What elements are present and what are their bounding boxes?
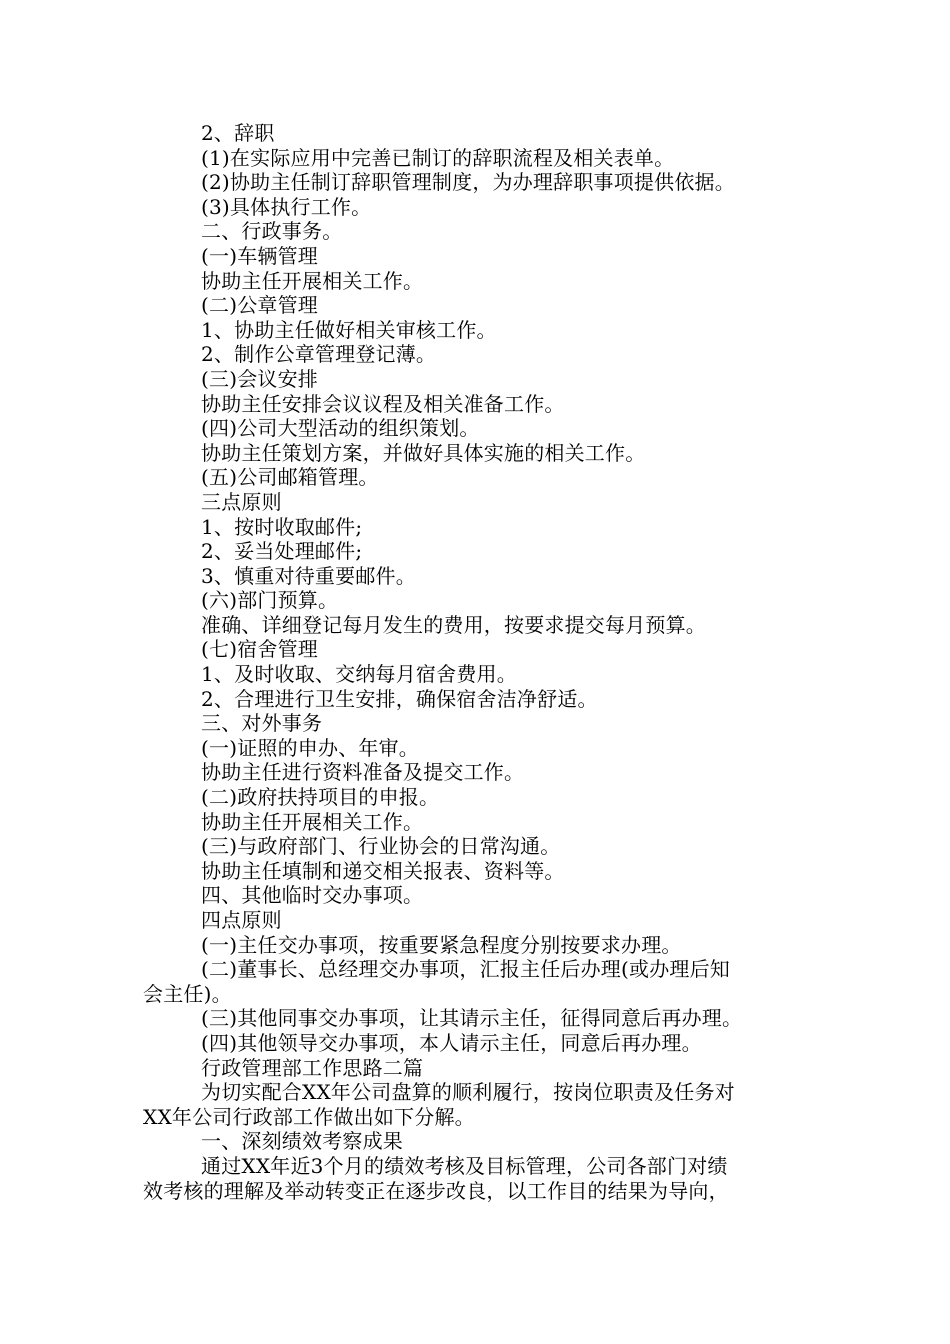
text-line: (二)公章管理 bbox=[201, 293, 319, 318]
text-line: (七)宿舍管理 bbox=[201, 637, 319, 662]
text-line: 1、按时收取邮件; bbox=[201, 514, 363, 539]
text-line: 协助主任开展相关工作。 bbox=[201, 268, 424, 293]
text-line: XX年公司行政部工作做出如下分解。 bbox=[143, 1104, 475, 1129]
text-line: (一)主任交办事项，按重要紧急程度分别按要求办理。 bbox=[201, 932, 682, 957]
text-line: (二)政府扶持项目的申报。 bbox=[201, 785, 440, 810]
text-line: 3、慎重对待重要邮件。 bbox=[201, 563, 416, 588]
text-line: 协助主任安排会议议程及相关准备工作。 bbox=[201, 391, 565, 416]
text-line: (五)公司邮箱管理。 bbox=[201, 465, 379, 490]
text-line: 协助主任进行资料准备及提交工作。 bbox=[201, 760, 525, 785]
text-line: 2、辞职 bbox=[201, 121, 275, 145]
text-line: (三)与政府部门、行业协会的日常沟通。 bbox=[201, 834, 561, 859]
text-line: 三、对外事务 bbox=[201, 711, 323, 736]
text-line: (三)其他同事交办事项，让其请示主任，征得同意后再办理。 bbox=[201, 1006, 743, 1031]
text-line: 2、制作公章管理登记薄。 bbox=[201, 342, 437, 367]
text-line: 通过XX年近3个月的绩效考核及目标管理，公司各部门对绩 bbox=[201, 1153, 728, 1178]
text-line: 1、协助主任做好相关审核工作。 bbox=[201, 317, 497, 342]
text-line: (三)会议安排 bbox=[201, 366, 319, 391]
text-line: (一)车辆管理 bbox=[201, 243, 319, 268]
text-line: (四)公司大型活动的组织策划。 bbox=[201, 416, 480, 441]
text-line: 二、行政事务。 bbox=[201, 219, 343, 244]
text-line: 协助主任填制和递交相关报表、资料等。 bbox=[201, 858, 565, 883]
text-line: 一、深刻绩效考察成果 bbox=[201, 1129, 403, 1154]
text-line: (1)在实际应用中完善已制订的辞职流程及相关表单。 bbox=[201, 145, 675, 170]
text-line: (四)其他领导交办事项，本人请示主任，同意后再办理。 bbox=[201, 1030, 702, 1055]
text-line: (一)证照的申办、年审。 bbox=[201, 735, 420, 760]
text-line: (2)协助主任制订辞职管理制度，为办理辞职事项提供依据。 bbox=[201, 170, 735, 195]
text-line: (3)具体执行工作。 bbox=[201, 194, 372, 219]
text-line: 会主任)。 bbox=[143, 981, 232, 1006]
text-line: 准确、详细登记每月发生的费用，按要求提交每月预算。 bbox=[201, 612, 706, 637]
text-line: (二)董事长、总经理交办事项，汇报主任后办理(或办理后知 bbox=[201, 957, 731, 982]
text-line: 四、其他临时交办事项。 bbox=[201, 883, 424, 908]
text-line: (六)部门预算。 bbox=[201, 588, 339, 613]
text-line: 2、合理进行卫生安排，确保宿舍洁净舒适。 bbox=[201, 686, 598, 711]
text-line: 行政管理部工作思路二篇 bbox=[201, 1055, 424, 1080]
text-line: 为切实配合XX年公司盘算的顺利履行，按岗位职责及任务对 bbox=[201, 1080, 735, 1105]
text-line: 2、妥当处理邮件; bbox=[201, 539, 363, 564]
document-body bbox=[143, 121, 811, 1203]
text-line: 效考核的理解及举动转变正在逐步改良，以工作目的结果为导向， bbox=[143, 1178, 729, 1203]
text-line: 四点原则 bbox=[201, 908, 282, 932]
text-line: 协助主任开展相关工作。 bbox=[201, 809, 424, 834]
text-line: 三点原则 bbox=[201, 489, 282, 514]
text-line: 1、及时收取、交纳每月宿舍费用。 bbox=[201, 662, 517, 687]
text-line: 协助主任策划方案，并做好具体实施的相关工作。 bbox=[201, 440, 646, 465]
